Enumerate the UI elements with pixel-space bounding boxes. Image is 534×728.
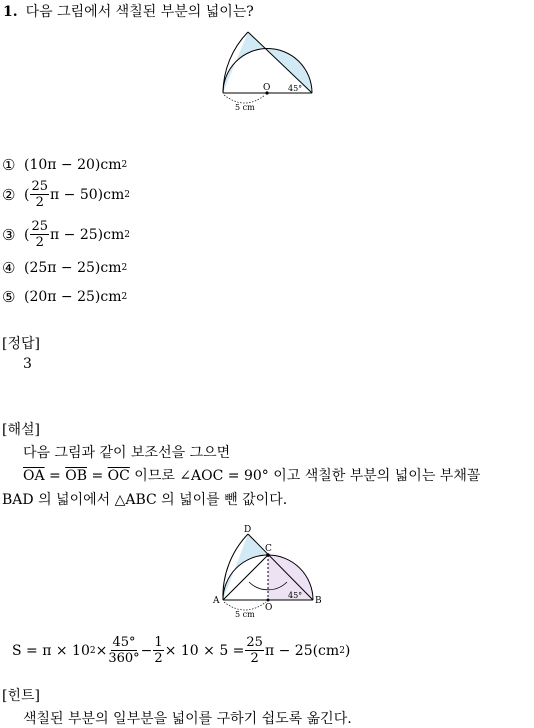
option-1[interactable]: ① (10π − 20)cm 2 — [2, 156, 128, 174]
area-formula: S = π × 10 2 × $\frac{45^\circ}{360^\circ}$ − $\frac{1}{2}$ × 10 × 5 = $\frac{25}{2}$ π − 25(cm 2 ) — [12, 635, 351, 666]
point-o — [267, 599, 270, 602]
chord-db — [248, 32, 312, 93]
explanation-heading: [해설] — [2, 422, 40, 438]
label-length: 5 cm — [235, 610, 255, 619]
label-a: A — [213, 596, 220, 606]
label-angle: 45° — [288, 84, 303, 93]
label-b: B — [315, 596, 322, 606]
question-number: 1. — [3, 4, 18, 20]
answer-heading: [정답] — [2, 336, 40, 352]
hint-text: 색칠된 부분의 일부분을 넓이를 구하기 쉽도록 옮긴다. — [23, 711, 352, 727]
option-4[interactable]: ④ (25π − 25)cm 2 — [2, 259, 128, 277]
option-5[interactable]: ⑤ (20π − 25)cm 2 — [2, 288, 128, 306]
option-2[interactable]: ② ( $\frac{25}{2}$ π − 50)cm 2 — [2, 179, 130, 210]
label-c: C — [265, 544, 272, 554]
question — [3, 1, 254, 21]
figure-2-diagram — [207, 522, 329, 642]
explanation-line-3: BAD 의 넓이에서 △ABC 의 넓이를 뺀 값이다. — [2, 492, 288, 508]
option-3[interactable]: ③ ( $\frac{25}{2}$ π − 25)cm 2 — [2, 219, 130, 250]
label-d: D — [244, 525, 252, 535]
fraction: $\frac{25}{2}$ — [31, 219, 49, 250]
hint-heading: [힌트] — [2, 688, 40, 704]
fraction: $\frac{25}{2}$ — [31, 179, 49, 210]
figure-1-diagram — [215, 25, 325, 120]
explanation-line-2: $\overline{OA} = \overline{OB} = \overline{OC}$ 이므로 ∠AOC = 90° 이고 색칠한 부분의 넓이는 부채꼴 — [23, 468, 481, 484]
answer-value: 3 — [23, 356, 32, 372]
label-o: O — [265, 603, 273, 613]
explanation-line-1: 다음 그림과 같이 보조선을 그으면 — [23, 445, 231, 461]
question-text: 다음 그림에서 색칠된 부분의 넓이는? — [25, 4, 254, 20]
length-brace — [224, 602, 266, 610]
label-o: O — [263, 83, 271, 93]
label-length: 5 cm — [235, 103, 255, 112]
label-angle: 45° — [288, 591, 303, 600]
length-brace — [224, 95, 265, 103]
